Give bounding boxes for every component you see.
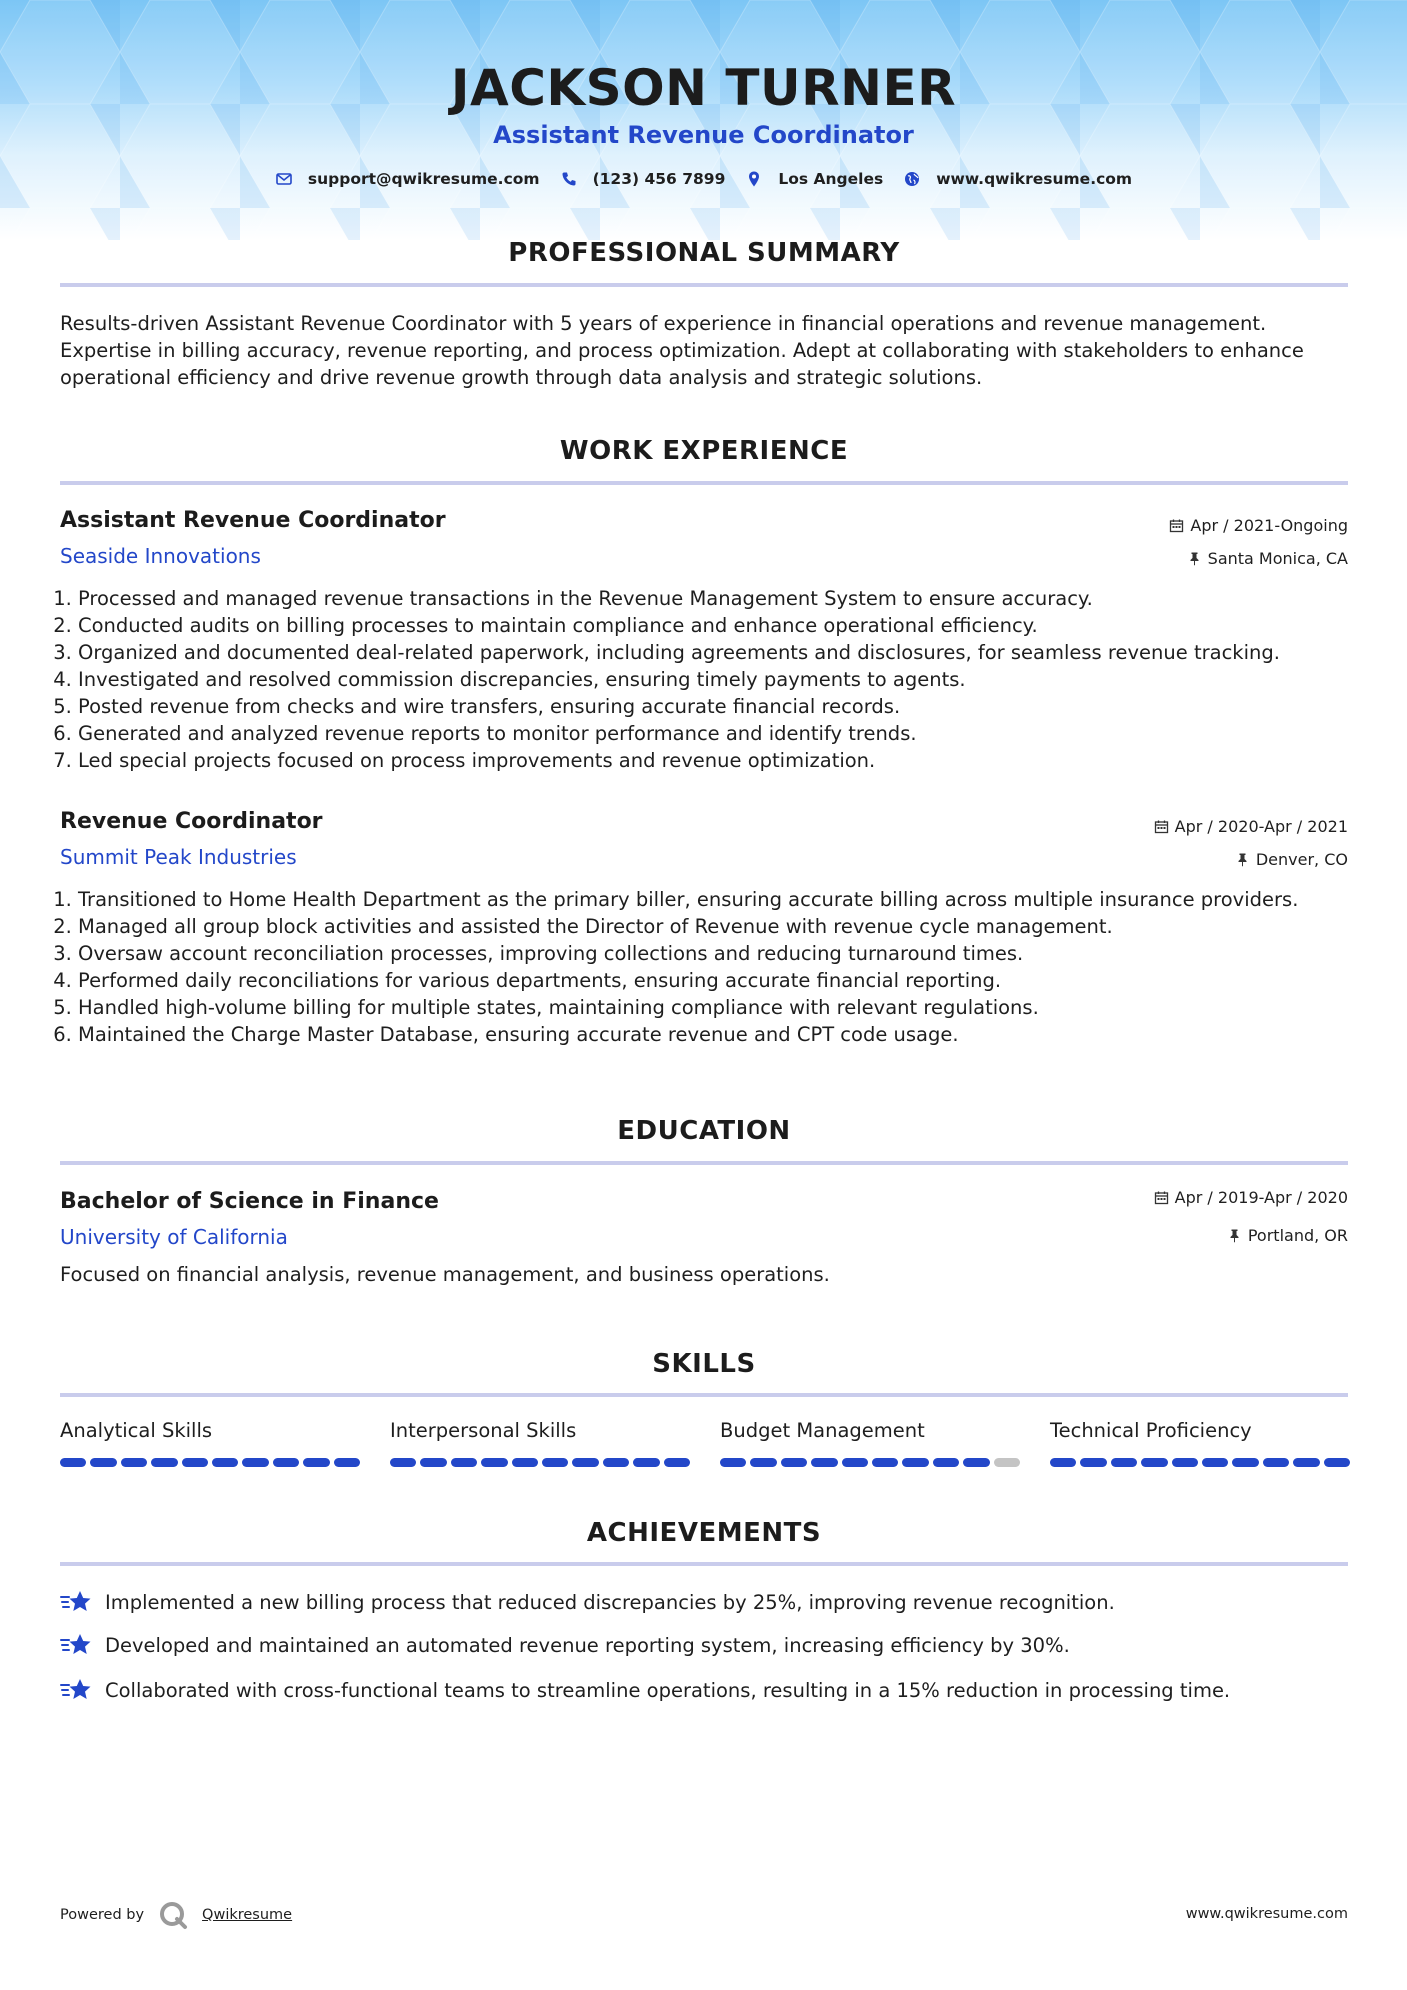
company-name: Summit Peak Industries: [60, 845, 297, 869]
degree-title: Bachelor of Science in Finance: [60, 1189, 439, 1214]
skill-level-segment: [242, 1458, 268, 1467]
contact-location: [745, 170, 883, 188]
company-name: Seaside Innovations: [60, 544, 261, 568]
contact-phone[interactable]: [560, 170, 726, 188]
skills-divider: [60, 1393, 1348, 1397]
skill-level-segment: [303, 1458, 329, 1467]
shooting-star-icon: [60, 1631, 92, 1659]
skill-level-segment: [1202, 1458, 1228, 1467]
skill-level-bar: [60, 1458, 360, 1467]
summary-text: Results-driven Assistant Revenue Coordinator with 5 years of experience in financial operations and revenue management. Expertise in billing accuracy, revenue reporting, and process optimization. Adept at collaborating with stakeholders to enhance operational efficiency and drive revenue growth through data analysis and strategic solutions.: [60, 312, 1304, 389]
skill-level-segment: [1293, 1458, 1319, 1467]
skill-level-segment: [963, 1458, 989, 1467]
calendar-icon: [1154, 1190, 1169, 1205]
school-name: University of California: [60, 1225, 288, 1249]
skill-level-segment: [121, 1458, 147, 1467]
skill-level-segment: [512, 1458, 538, 1467]
skill-level-segment: [1324, 1458, 1350, 1467]
skill-level-segment: [420, 1458, 446, 1467]
job-responsibilities: [56, 886, 1378, 1048]
candidate-name: JACKSON TURNER: [450, 59, 957, 117]
job-responsibilities: [56, 585, 1378, 774]
job-dates: [1154, 817, 1348, 836]
skill-name: Budget Management: [720, 1419, 925, 1442]
achievements-heading: ACHIEVEMENTS: [586, 1518, 822, 1548]
skill-level-segment: [842, 1458, 868, 1467]
skill-level-bar: [1050, 1458, 1350, 1467]
skill-level-segment: [273, 1458, 299, 1467]
shooting-star-icon: [60, 1588, 92, 1616]
skill-level-segment: [750, 1458, 776, 1467]
job-dates-text: Apr / 2020-Apr / 2021: [1174, 817, 1348, 836]
job-location: [1187, 549, 1348, 568]
list-item: 5. Posted revenue from checks and wire transfers, ensuring accurate financial records.: [78, 693, 1378, 720]
list-item: 6. Generated and analyzed revenue reports to monitor performance and identify trends.: [78, 720, 1378, 747]
skill-level-segment: [902, 1458, 928, 1467]
list-item: 3. Organized and documented deal-related paperwork, including agreements and disclosures, for seamless revenue tracking.: [78, 639, 1378, 666]
pushpin-icon: [1235, 852, 1250, 867]
skill-level-segment: [572, 1458, 598, 1467]
skill-item: [60, 1418, 360, 1467]
skill-level-segment: [1141, 1458, 1167, 1467]
skill-level-segment: [334, 1458, 360, 1467]
list-item: 4. Investigated and resolved commission discrepancies, ensuring timely payments to agents.: [78, 666, 1378, 693]
education-divider: [60, 1161, 1348, 1165]
skill-level-segment: [1050, 1458, 1076, 1467]
education-description: Focused on financial analysis, revenue management, and business operations.: [60, 1263, 830, 1286]
skills-heading: SKILLS: [652, 1349, 756, 1379]
pushpin-icon: [1187, 551, 1202, 566]
skill-level-bar: [390, 1458, 690, 1467]
skill-level-segment: [1263, 1458, 1289, 1467]
skill-level-segment: [90, 1458, 116, 1467]
location-text: Los Angeles: [778, 170, 884, 188]
skill-level-segment: [781, 1458, 807, 1467]
resume-header: [0, 58, 1407, 188]
skill-level-segment: [1080, 1458, 1106, 1467]
job-dates-text: Apr / 2021-Ongoing: [1190, 516, 1348, 535]
list-item: 7. Led special projects focused on process improvements and revenue optimization.: [78, 747, 1378, 774]
phone-text: (123) 456 7899: [592, 170, 726, 188]
achievement-text: Collaborated with cross-functional teams to streamline operations, resulting in a 15% reduction in processing time.: [105, 1678, 1231, 1702]
skill-level-segment: [872, 1458, 898, 1467]
skill-level-segment: [1232, 1458, 1258, 1467]
website-text: www.qwikresume.com: [936, 170, 1133, 188]
summary-divider: [60, 283, 1348, 287]
skill-level-segment: [1111, 1458, 1137, 1467]
experience-divider: [60, 481, 1348, 485]
email-text: support@qwikresume.com: [307, 170, 540, 188]
envelope-icon: [275, 170, 293, 188]
job-dates: [1169, 516, 1348, 535]
experience-heading: WORK EXPERIENCE: [559, 436, 849, 466]
skill-level-segment: [603, 1458, 629, 1467]
skill-level-segment: [390, 1458, 416, 1467]
footer-branding: [60, 1900, 292, 1930]
job-title: Revenue Coordinator: [60, 809, 323, 834]
job-location-text: Santa Monica, CA: [1207, 549, 1348, 568]
brand-link[interactable]: Qwikresume: [202, 1907, 293, 1923]
qwikresume-logo-icon: [158, 1900, 188, 1930]
achievements-divider: [60, 1562, 1348, 1566]
skill-level-segment: [182, 1458, 208, 1467]
list-item: 1. Processed and managed revenue transactions in the Revenue Management System to ensure accuracy.: [78, 585, 1378, 612]
education-dates-text: Apr / 2019-Apr / 2020: [1174, 1188, 1348, 1207]
contact-website[interactable]: [903, 170, 1132, 188]
powered-by-label: Powered by: [60, 1907, 145, 1923]
pushpin-icon: [1227, 1228, 1242, 1243]
education-heading: EDUCATION: [617, 1116, 791, 1146]
job-location-text: Denver, CO: [1255, 850, 1348, 869]
skill-level-segment: [542, 1458, 568, 1467]
achievement-text: Implemented a new billing process that reduced discrepancies by 25%, improving revenue recognition.: [105, 1590, 1115, 1614]
skill-name: Analytical Skills: [60, 1419, 213, 1442]
list-item: 3. Oversaw account reconciliation processes, improving collections and reducing turnaround times.: [78, 940, 1378, 967]
list-item: 2. Conducted audits on billing processes to maintain compliance and enhance operational efficiency.: [78, 612, 1378, 639]
calendar-icon: [1169, 518, 1184, 533]
achievement-text: Developed and maintained an automated revenue reporting system, increasing efficiency by 30%.: [105, 1633, 1070, 1657]
job-location: [1235, 850, 1348, 869]
skill-level-segment: [151, 1458, 177, 1467]
education-location-text: Portland, OR: [1247, 1226, 1348, 1245]
education-dates: [1154, 1188, 1348, 1207]
calendar-icon: [1154, 819, 1169, 834]
skill-level-segment: [720, 1458, 746, 1467]
skill-level-segment: [633, 1458, 659, 1467]
skill-level-segment: [811, 1458, 837, 1467]
skill-name: Interpersonal Skills: [390, 1419, 577, 1442]
skill-item: [1050, 1418, 1350, 1467]
skill-level-bar: [720, 1458, 1020, 1467]
contact-email[interactable]: [275, 170, 540, 188]
skill-name: Technical Proficiency: [1050, 1419, 1252, 1442]
achievement-item: [60, 1588, 1350, 1616]
skill-level-segment: [451, 1458, 477, 1467]
education-location: [1227, 1226, 1348, 1245]
skill-item: [720, 1418, 1020, 1467]
contact-bar: [0, 170, 1407, 188]
list-item: 2. Managed all group block activities and assisted the Director of Revenue with revenue cycle management.: [78, 913, 1378, 940]
list-item: 5. Handled high-volume billing for multiple states, maintaining compliance with relevant regulations.: [78, 994, 1378, 1021]
map-pin-icon: [745, 170, 763, 188]
list-item: 4. Performed daily reconciliations for various departments, ensuring accurate financial reporting.: [78, 967, 1378, 994]
skill-level-segment: [994, 1458, 1020, 1467]
skill-item: [390, 1418, 690, 1467]
phone-icon: [560, 170, 578, 188]
skill-level-segment: [481, 1458, 507, 1467]
footer-website[interactable]: www.qwikresume.com: [1185, 1906, 1348, 1922]
skill-level-segment: [933, 1458, 959, 1467]
candidate-title: Assistant Revenue Coordinator: [493, 121, 914, 149]
skill-level-segment: [1172, 1458, 1198, 1467]
skill-level-segment: [212, 1458, 238, 1467]
skill-level-segment: [60, 1458, 86, 1467]
list-item: 1. Transitioned to Home Health Department as the primary biller, ensuring accurate billing across multiple insurance providers.: [78, 886, 1378, 913]
skill-level-segment: [664, 1458, 690, 1467]
globe-icon: [903, 170, 921, 188]
achievement-item: [60, 1676, 1350, 1704]
list-item: 6. Maintained the Charge Master Database, ensuring accurate revenue and CPT code usage.: [78, 1021, 1378, 1048]
job-title: Assistant Revenue Coordinator: [60, 508, 446, 533]
summary-heading: PROFESSIONAL SUMMARY: [508, 238, 900, 268]
achievement-item: [60, 1631, 1350, 1659]
shooting-star-icon: [60, 1676, 92, 1704]
